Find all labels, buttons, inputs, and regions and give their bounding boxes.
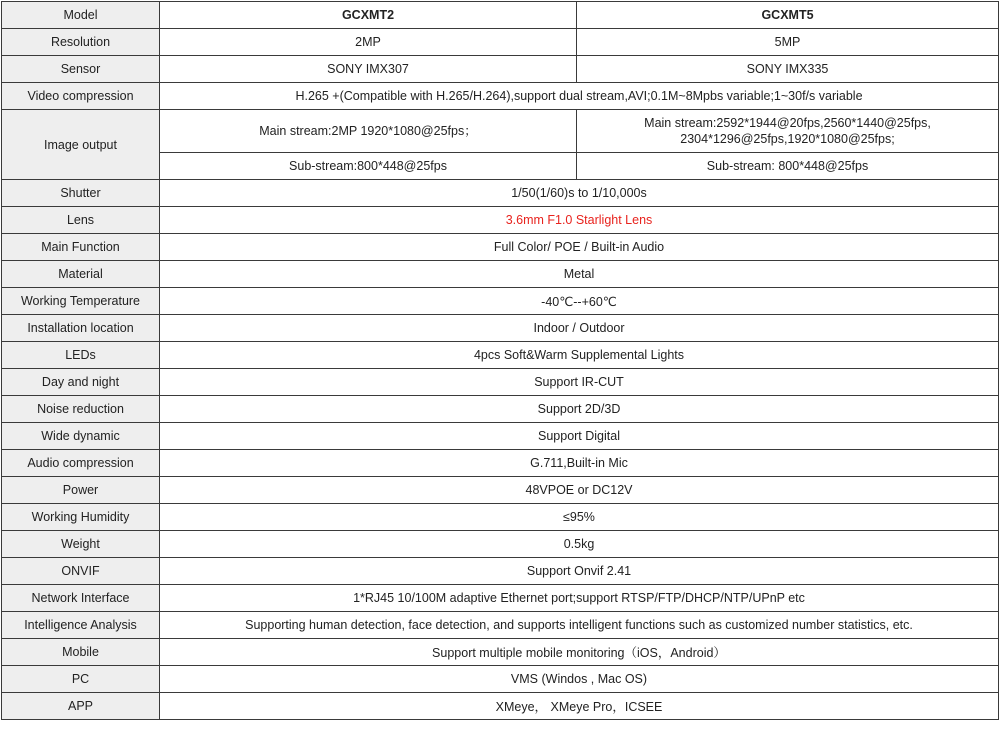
table-row <box>2 585 999 612</box>
table-row-image-output-main <box>2 110 999 153</box>
row-label: Image output <box>2 110 160 180</box>
row-value-shared: 1/50(1/60)s to 1/10,000s <box>160 180 999 207</box>
sub-stream-gcxmt2: Sub-stream:800*448@25fps <box>160 153 577 180</box>
row-label: Sensor <box>2 56 160 83</box>
row-label: Resolution <box>2 29 160 56</box>
table-row <box>2 531 999 558</box>
row-label: Working Humidity <box>2 504 160 531</box>
row-value-gcxmt5: 5MP <box>577 29 999 56</box>
row-value-shared: 0.5kg <box>160 531 999 558</box>
row-value-shared: 1*RJ45 10/100M adaptive Ethernet port;support RTSP/FTP/DHCP/NTP/UPnP etc <box>160 585 999 612</box>
row-label: Day and night <box>2 369 160 396</box>
row-label: PC <box>2 666 160 693</box>
row-value-shared: Support Digital <box>160 423 999 450</box>
table-row <box>2 450 999 477</box>
table-row <box>2 315 999 342</box>
row-value-shared: -40℃--+60℃ <box>160 288 999 315</box>
table-row <box>2 693 999 720</box>
spec-table <box>1 1 999 720</box>
row-label: Intelligence Analysis <box>2 612 160 639</box>
sub-stream-gcxmt5: Sub-stream: 800*448@25fps <box>577 153 999 180</box>
table-row <box>2 477 999 504</box>
row-value-shared: XMeye， XMeye Pro，ICSEE <box>160 693 999 720</box>
row-value-shared: VMS (Windos , Mac OS) <box>160 666 999 693</box>
row-value-shared: Support multiple mobile monitoring（iOS，Android） <box>160 639 999 666</box>
row-label: Material <box>2 261 160 288</box>
table-row <box>2 504 999 531</box>
row-label: Wide dynamic <box>2 423 160 450</box>
row-value-shared: Supporting human detection, face detection, and supports intelligent functions such as customized number statistics, etc. <box>160 612 999 639</box>
table-row-video-compression <box>2 83 999 110</box>
row-label: Video compression <box>2 83 160 110</box>
table-row <box>2 639 999 666</box>
row-label: Power <box>2 477 160 504</box>
table-row-header <box>2 2 999 29</box>
row-label: Main Function <box>2 234 160 261</box>
table-row <box>2 558 999 585</box>
row-value-gcxmt2: 2MP <box>160 29 577 56</box>
model-gcxmt2-header: GCXMT2 <box>160 2 577 29</box>
row-label: ONVIF <box>2 558 160 585</box>
row-label: Working Temperature <box>2 288 160 315</box>
row-value-gcxmt2: SONY IMX307 <box>160 56 577 83</box>
row-value-shared: Support Onvif 2.41 <box>160 558 999 585</box>
table-row <box>2 288 999 315</box>
header-label: Model <box>2 2 160 29</box>
row-value-shared: Full Color/ POE / Built-in Audio <box>160 234 999 261</box>
spec-table-body <box>2 2 999 720</box>
row-value-shared: Support 2D/3D <box>160 396 999 423</box>
row-value-shared: Metal <box>160 261 999 288</box>
row-value-shared: 4pcs Soft&Warm Supplemental Lights <box>160 342 999 369</box>
main-stream-gcxmt2: Main stream:2MP 1920*1080@25fps； <box>160 110 577 153</box>
row-label: Weight <box>2 531 160 558</box>
table-row <box>2 261 999 288</box>
table-row <box>2 612 999 639</box>
table-row <box>2 396 999 423</box>
row-value-gcxmt5: SONY IMX335 <box>577 56 999 83</box>
row-label: Shutter <box>2 180 160 207</box>
row-value-shared: H.265 +(Compatible with H.265/H.264),support dual stream,AVI;0.1M~8Mpbs variable;1~30f/s variable <box>160 83 999 110</box>
row-label: APP <box>2 693 160 720</box>
row-label: Mobile <box>2 639 160 666</box>
row-label: Network Interface <box>2 585 160 612</box>
table-row <box>2 234 999 261</box>
table-row <box>2 423 999 450</box>
row-value-shared: 48VPOE or DC12V <box>160 477 999 504</box>
table-row-sensor <box>2 56 999 83</box>
table-row <box>2 342 999 369</box>
row-label: Audio compression <box>2 450 160 477</box>
row-label: LEDs <box>2 342 160 369</box>
table-row <box>2 180 999 207</box>
table-row <box>2 369 999 396</box>
row-value-shared: Support IR-CUT <box>160 369 999 396</box>
row-value-shared: G.711,Built-in Mic <box>160 450 999 477</box>
table-row-resolution <box>2 29 999 56</box>
row-value-shared: ≤95% <box>160 504 999 531</box>
table-row <box>2 666 999 693</box>
row-label: Noise reduction <box>2 396 160 423</box>
model-gcxmt5-header: GCXMT5 <box>577 2 999 29</box>
row-value-shared: 3.6mm F1.0 Starlight Lens <box>160 207 999 234</box>
row-value-shared: Indoor / Outdoor <box>160 315 999 342</box>
row-label: Installation location <box>2 315 160 342</box>
main-stream-gcxmt5: Main stream:2592*1944@20fps,2560*1440@25fps, 2304*1296@25fps,1920*1080@25fps; <box>577 110 999 153</box>
row-label: Lens <box>2 207 160 234</box>
table-row <box>2 207 999 234</box>
